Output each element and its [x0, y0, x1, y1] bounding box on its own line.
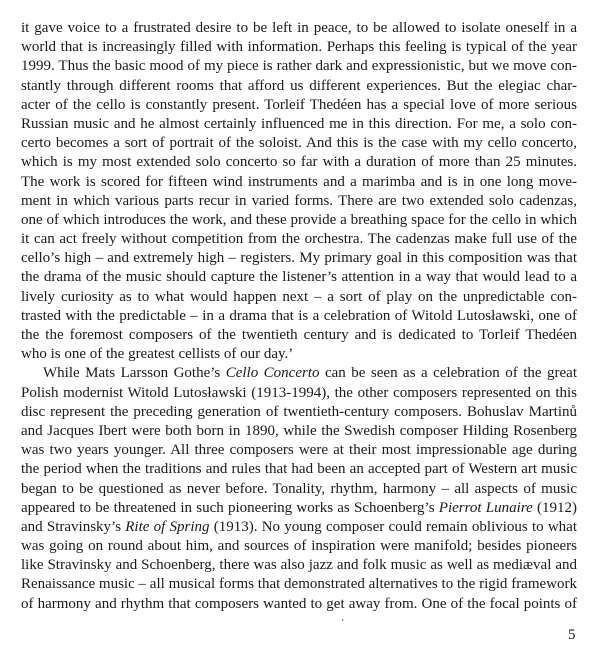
text-run: can be seen as a celebration of the great: [319, 365, 577, 382]
text-run: ment in which various parts recur in varied forms. There are two extended solo cadenzas,: [21, 192, 577, 209]
text-line: [21, 96, 577, 115]
text-line: [21, 307, 577, 326]
italic-title: Pierrot Lunaire: [438, 499, 533, 516]
text-line: [21, 134, 577, 153]
text-run: began to be questioned as never before. Tonality, rhythm, harmony – all aspects of music: [21, 480, 577, 497]
text-line: [21, 19, 577, 38]
text-run: of harmony and rhythm that composers wanted to get away from. One of the focal points of: [21, 595, 577, 612]
text-run: acter of the cello is constantly present. Torleif Thedéen has a special love of more serious: [21, 96, 577, 113]
text-line: [21, 153, 577, 172]
text-run: (1912): [532, 499, 577, 516]
text-line: [21, 518, 577, 537]
text-line: [21, 595, 577, 614]
text-line: [21, 556, 577, 575]
text-run: it gave voice to a frustrated desire to be left in peace, to be allowed to isolate oneself in a: [21, 20, 577, 36]
text-line: [21, 441, 577, 460]
text-line: [21, 288, 577, 307]
italic-title: Cello Concerto: [225, 365, 320, 382]
text-run: was going on round about him, and sources of inspiration were manifold; besides pioneers: [21, 538, 577, 555]
paragraph: [21, 364, 577, 613]
text-run: Polish modernist Witold Lutosławski (1913-1994), the other composers represented on this: [21, 384, 577, 401]
text-run: and Stravinsky’s: [21, 518, 126, 535]
text-run: stantly through different rooms that afford us different experiences. But the elegiac char-: [21, 77, 577, 94]
text-line: [21, 364, 577, 383]
text-line: [21, 173, 577, 192]
text-run: it can act freely without competition from the orchestra. The cadenzas make full use of the: [21, 231, 577, 248]
text-run: Renaissance music – all musical forms that demonstrated alternatives to the rigid framework: [21, 576, 577, 593]
page-footer: [0, 618, 600, 658]
document-body: [21, 0, 577, 614]
text-line: [21, 115, 577, 134]
text-run: and Jacques Ibert were both born in 1890, while the Swedish composer Hilding Rosenberg: [21, 422, 577, 439]
text-line: [21, 499, 577, 518]
text-line: [21, 192, 577, 211]
text-run: trasted with the predictable – in a drama that is a celebration of Witold Lutosławski, one of: [21, 307, 577, 324]
text-line: [21, 211, 577, 230]
page-number: 5: [568, 626, 576, 643]
text-line: [21, 326, 577, 345]
text-run: was two years younger. All three composers were at their most impressionable age during: [21, 442, 577, 459]
text-line: [21, 575, 577, 594]
text-line: [21, 403, 577, 422]
text-run: one of which introduces the work, and these provide a breathing space for the cello in which: [21, 211, 577, 228]
text-run: lively curiosity as to what would happen next – a sort of play on the unpredictable con-: [21, 288, 577, 305]
text-run: which is my most extended solo concerto so far with a duration of more than 25 minutes.: [21, 154, 577, 171]
italic-title: Rite of Spring: [125, 518, 210, 535]
text-run: certo becomes a sort of portrait of the soloist. And this is the case with my cello concerto,: [21, 135, 577, 152]
text-line: [21, 77, 577, 96]
stray-mark: ’: [341, 617, 345, 629]
text-line: [21, 460, 577, 479]
text-line: [21, 57, 577, 76]
text-run: the period when the traditions and rules that had been an accepted part of Western art music: [21, 461, 577, 478]
text-line: [21, 537, 577, 556]
text-line: [21, 422, 577, 441]
text-run: the the foremost composers of the twentieth century and is dedicated to Torleif Thedéen: [21, 327, 577, 343]
text-run: appeared to be threatened in such pioneering works as Schoenberg’s: [21, 499, 439, 516]
text-run: The work is scored for fifteen wind instruments and a marimba and is in one long move-: [21, 173, 577, 190]
text-run: While Mats Larsson Gothe’s: [43, 365, 226, 382]
text-run: (1913). No young composer could remain oblivious to what: [209, 518, 577, 535]
text-line: [21, 230, 577, 249]
text-line: [21, 268, 577, 287]
text-run: who is one of the greatest cellists of our day.’: [21, 346, 294, 363]
text-run: cello’s high – and extremely high – registers. My primary goal in this composition was that: [21, 250, 577, 267]
text-run: Russian music and he almost certainly influenced me in this direction. For me, a solo con-: [21, 115, 577, 132]
text-line: [21, 480, 577, 499]
text-run: disc represent the preceding generation of twentieth-century composers. Bohuslav Martinů: [21, 403, 577, 420]
text-run: like Stravinsky and Schoenberg, there was also jazz and folk music as well as mediæval and: [21, 557, 577, 574]
text-line: [21, 384, 577, 403]
text-run: 1999. Thus the basic mood of my piece is rather dark and expressionistic, but we move con-: [21, 58, 577, 75]
text-line: [21, 249, 577, 268]
text-line: [21, 345, 577, 364]
text-run: world that is increasingly filled with information. Perhaps this feeling is typical of the year: [21, 39, 577, 56]
paragraph: [21, 19, 577, 364]
text-run: the drama of the music should capture the listener’s attention in a way that would lead to a: [21, 269, 577, 286]
text-line: [21, 38, 577, 57]
